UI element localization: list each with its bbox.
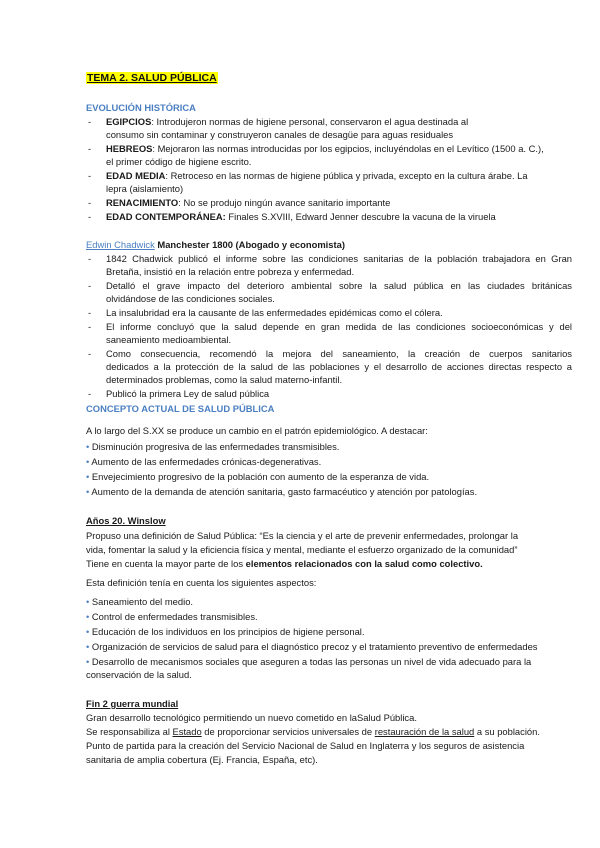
aspects-intro: Esta definición tenía en cuenta los siguientes aspectos: (86, 577, 317, 588)
guerra-line: Punto de partida para la creación del Servicio Nacional de Salud en Inglaterra y los seguros de asistencia (86, 740, 525, 751)
bullet-icon: • (86, 656, 90, 667)
guerra-line: Se responsabiliza al Estado de proporcionar servicios universales de restauración de la salud a su población. (86, 726, 540, 737)
list-item-continuation: determinados problemas, como la salud materno-infantil. (106, 374, 343, 385)
section-heading-evolucion: EVOLUCIÓN HISTÓRICA (86, 102, 196, 113)
winslow-paragraph-line: Tiene en cuenta la mayor parte de los elementos relacionados con la salud como colectivo. (86, 558, 483, 569)
bullet-icon: • (86, 456, 90, 467)
list-item-continuation: Bretaña, insistió en la relación entre pobreza y enfermedad. (106, 266, 355, 277)
winslow-heading: Años 20. Winslow (86, 515, 166, 526)
list-item: • Envejecimiento progresivo de la población con aumento de la esperanza de vida. (86, 471, 430, 482)
bullet-icon: • (86, 471, 90, 482)
list-item-continuation: saneamiento medioambiental. (106, 334, 232, 345)
list-item: • Aumento de la demanda de atención sanitaria, gasto farmacéutico y atención por patologías. (86, 486, 478, 497)
list-item: • Saneamiento del medio. (86, 596, 194, 607)
list-item: • Control de enfermedades transmisibles. (86, 611, 258, 622)
list-item-continuation: consumo sin contaminar y construyeron canales de desagüe para aguas residuales (106, 129, 454, 140)
winslow-paragraph-line: vida, fomentar la salud y la eficiencia física y mental, mediante el esfuerzo organizado de la comunidad” (86, 544, 518, 555)
list-item-continuation: conservación de la salud. (86, 669, 192, 680)
bullet-icon: • (86, 486, 90, 497)
list-item: • Aumento de las enfermedades crónicas-degenerativas. (86, 456, 322, 467)
bullet-icon: • (86, 641, 90, 652)
section-heading-concepto: CONCEPTO ACTUAL DE SALUD PÚBLICA (86, 403, 275, 414)
concepto-intro: A lo largo del S.XX se produce un cambio en el patrón epidemiológico. A destacar: (86, 425, 428, 436)
list-item: • Organización de servicios de salud para el diagnóstico precoz y el tratamiento preventivo de enfermedades (86, 641, 538, 652)
guerra-line: sanitaria de amplia cobertura (Ej. Francia, España, etc). (86, 754, 318, 765)
list-item: • Disminución progresiva de las enfermedades transmisibles. (86, 441, 340, 452)
bullet-icon: • (86, 611, 90, 622)
winslow-paragraph-line: Propuso una definición de Salud Pública: “Es la ciencia y el arte de prevenir enfermedades, prolongar la (86, 530, 519, 541)
guerra-heading: Fin 2 guerra mundial (86, 698, 179, 709)
list-item: • Desarrollo de mecanismos sociales que aseguren a todas las personas un nivel de vida adecuado para la (86, 656, 532, 667)
chadwick-heading: Edwin Chadwick Manchester 1800 (Abogado y economista) (86, 239, 345, 250)
guerra-line: Gran desarrollo tecnológico permitiendo un nuevo cometido en laSalud Pública. (86, 712, 417, 723)
list-item-continuation: el primer código de higiene escrito. (106, 156, 252, 167)
bullet-icon: • (86, 626, 90, 637)
bullet-icon: • (86, 596, 90, 607)
list-item-continuation: lepra (aislamiento) (106, 183, 184, 194)
bullet-icon: • (86, 441, 90, 452)
list-item-continuation: olvidándose de las condiciones sociales. (106, 293, 275, 304)
chadwick-link[interactable]: Edwin Chadwick (86, 239, 155, 250)
page-title: TEMA 2. SALUD PÚBLICA (87, 72, 217, 84)
document-page: TEMA 2. SALUD PÚBLICA EVOLUCIÓN HISTÓRICA - EGIPCIOS: Introdujeron normas de higiene personal, conservaron el agua destinada al consumo sin contaminar y construyeron canales de desagüe para aguas residuales - HEBREOS: Mejoraron las normas introducidas por los egipcios, incluyéndolas en el Levítico (1500 a. C.), el primer código de higiene escrito. - EDAD MEDIA: Retroceso en las normas de higiene pública y privada, excepto en la cultura árabe. La lepra (aislamiento) - RENACIMIENTO: No se produjo ningún avance sanitario importante - EDAD CONTEMPORÁNEA: Finales S.XVIII, Edward Jenner descubre la vacuna de la viruela Edwin Chadwick Manchester 1800 (Abogado y economista) - 1842 Chadwick publicó el informe sobre las condiciones sanitarias de la población trabajadora en Gran Bretaña, insistió en la relación entre pobreza y enfermedad. - Detalló el grave impacto del deterioro ambiental sobre la salud pública en las ciudades británicas olvidándose de las condiciones sociales. - La insalubridad era la causante de las enfermedades epidémicas como el cólera. - El informe concluyó que la salud depende en gran medida de las condiciones socioeconómicas y del saneamiento medioambiental. - Como consecuencia, recomendó la mejora del saneamiento, la creación de cuerpos sanitarios dedicados a la protección de la salud de las poblaciones y el desarrollo de acciones directas respecto a determinados problemas, como la salud materno-infantil. - Publicó la primera Ley de salud pública CONCEPTO ACTUAL DE SALUD PÚBLICA A lo largo del S.XX se produce un cambio en el patrón epidemiológico. A destacar: • Disminución progresiva de las enfermedades transmisibles. • Aumento de las enfermedades crónicas-degenerativas. • Envejecimiento progresivo de la población con aumento de la esperanza de vida. • Aumento de la demanda de atención sanitaria, gasto farmacéutico y atención por patologías. Años 20. Winslow Propuso una definición de Salud Pública: “Es la ciencia y el arte de prevenir enfermedades, prolongar la vida, fomentar la salud y la eficiencia física y mental, mediante el esfuerzo organizado de la comunidad” Tiene en cuenta la mayor parte de los elementos relacionados con la salud como colectivo. Esta definición tenía en cuenta los siguientes aspectos: • Saneamiento del medio. • Control de enfermedades transmisibles. • Educación de los individuos en los principios de higiene personal. • Organización de servicios de salud para el diagnóstico precoz y el tratamiento preventivo de enfermedades • Desarrollo de mecanismos sociales que aseguren a todas las personas un nivel de vida adecuado para la conservación de la salud. Fin 2 guerra mundial Gran desarrollo tecnológico permitiendo un nuevo cometido en laSalud Pública. Se responsabiliza al Estado de proporcionar servicios universales de restauración de la salud a su población. Punto de partida para la creación del Servicio Nacional de Salud en Inglaterra y los seguros de asistencia sanitaria de amplia cobertura (Ej. Francia, España, etc). (86, 72, 572, 765)
list-item: • Educación de los individuos en los principios de higiene personal. (86, 626, 365, 637)
